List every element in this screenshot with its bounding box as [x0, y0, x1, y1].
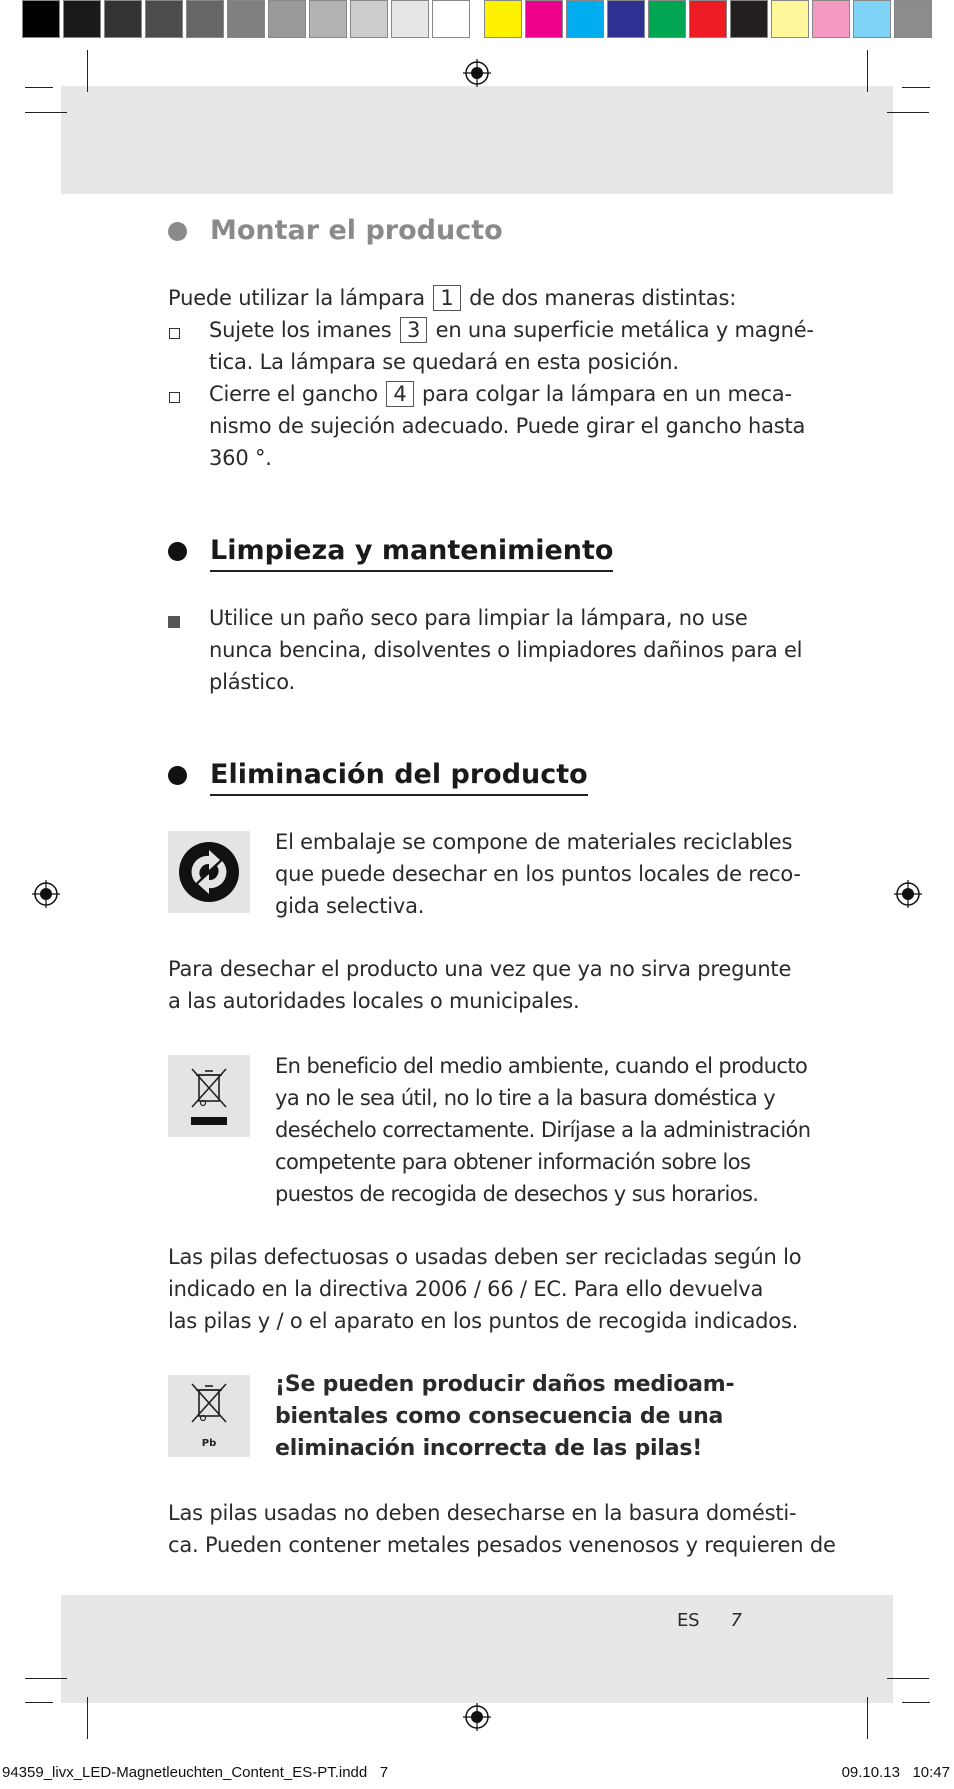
used-batteries-text: Las pilas usadas no deben desecharse en la basura domésti- ca. Pueden contener metales pesados venenosos y requieren de	[168, 1501, 836, 1557]
registration-mark-icon	[32, 880, 60, 908]
crop-mark	[87, 1697, 88, 1739]
color-swatch	[484, 0, 522, 38]
grayscale-color-bar	[22, 0, 473, 42]
gray-swatch	[145, 0, 183, 38]
bullet-dot-icon	[168, 542, 187, 561]
page-folio	[677, 1605, 742, 1637]
list-bullet-icon	[169, 392, 180, 403]
gray-swatch	[350, 0, 388, 38]
mount-item-2: Cierre el gancho 4 para colgar la lámpara en un meca- nismo de sujeción adecuado. Puede girar el gancho hasta 360 °.	[209, 382, 806, 470]
packaging-text: El embalaje se compone de materiales reciclables que puede desechar en los puntos locales de reco- gida selectiva.	[275, 830, 801, 918]
section-title: Eliminación del producto	[210, 757, 588, 796]
gray-swatch	[63, 0, 101, 38]
color-swatch	[648, 0, 686, 38]
cleaning-text: Utilice un paño seco para limpiar la lámpara, no use nunca bencina, disolventes o limpiadores dañinos para el plástico.	[209, 606, 803, 694]
bottom-margin-band	[61, 1595, 893, 1703]
section-title: Limpieza y mantenimiento	[210, 533, 613, 572]
color-swatch	[853, 0, 891, 38]
color-swatch	[525, 0, 563, 38]
color-swatch	[607, 0, 645, 38]
top-margin-band	[61, 86, 893, 194]
gray-swatch	[227, 0, 265, 38]
color-swatch	[730, 0, 768, 38]
crop-mark	[887, 112, 929, 113]
crop-mark	[25, 112, 67, 113]
mount-intro: Puede utilizar la lámpara 1 de dos maneras distintas:	[168, 286, 737, 310]
crop-mark	[25, 1678, 67, 1679]
gray-swatch	[22, 0, 60, 38]
crop-mark	[867, 1697, 868, 1739]
crop-mark	[902, 87, 930, 88]
gray-swatch	[186, 0, 224, 38]
svg-text:Pb: Pb	[201, 1438, 217, 1449]
crop-mark	[25, 87, 53, 88]
bullet-dot-icon	[168, 766, 187, 785]
registration-mark-icon	[894, 880, 922, 908]
color-swatch	[894, 0, 932, 38]
slug-filename: 94359_livx_LED-Magnetleuchten_Content_ES-PT.indd 7	[2, 1764, 389, 1781]
color-swatch	[689, 0, 727, 38]
part-number-badge: 3	[400, 317, 427, 343]
language-code: ES	[677, 1610, 700, 1631]
process-color-bar	[484, 0, 935, 42]
battery-warning-text: ¡Se pueden producir daños medioam- bientales como consecuencia de una eliminación incorrecta de las pilas!	[275, 1372, 735, 1461]
page-number: 7	[730, 1610, 742, 1631]
slug-timestamp: 09.10.13 10:47	[841, 1764, 950, 1781]
crop-mark	[867, 50, 868, 92]
gray-swatch	[391, 0, 429, 38]
gray-swatch	[309, 0, 347, 38]
environment-text: En beneficio del medio ambiente, cuando el producto ya no le sea útil, no lo tire a la basura doméstica y deséchelo correctamente. Diríjase a la administración competente para obtener información sobre los puestos de recogida de desechos y sus horarios.	[275, 1054, 811, 1206]
authorities-text: Para desechar el producto una vez que ya no sirva pregunte a las autoridades locales o municipales.	[168, 957, 792, 1013]
registration-mark-icon	[463, 59, 491, 87]
crop-mark	[887, 1678, 929, 1679]
list-bullet-icon	[168, 616, 180, 628]
crop-mark	[25, 1702, 53, 1703]
color-swatch	[812, 0, 850, 38]
color-swatch	[566, 0, 604, 38]
color-swatch	[771, 0, 809, 38]
part-number-badge: 1	[433, 285, 460, 311]
weee-crossed-bin-icon	[168, 1055, 250, 1137]
part-number-badge: 4	[386, 381, 413, 407]
crop-mark	[902, 1702, 930, 1703]
list-bullet-icon	[169, 328, 180, 339]
green-dot-recycling-icon	[168, 831, 250, 913]
bullet-dot-icon	[168, 222, 187, 241]
gray-swatch	[104, 0, 142, 38]
registration-mark-icon	[463, 1703, 491, 1731]
gray-swatch	[268, 0, 306, 38]
mount-item-1: Sujete los imanes 3 en una superficie metálica y magné- tica. La lámpara se quedará en esta posición.	[209, 318, 814, 374]
battery-weee-pb-icon	[168, 1375, 250, 1457]
section-title: Montar el producto	[210, 215, 503, 246]
crop-mark	[87, 50, 88, 92]
gray-swatch	[432, 0, 470, 38]
batteries-text: Las pilas defectuosas o usadas deben ser recicladas según lo indicado en la directiva 2006 / 66 / EC. Para ello devuelva las pilas y / o el aparato en los puntos de recogida indicados.	[168, 1245, 802, 1333]
